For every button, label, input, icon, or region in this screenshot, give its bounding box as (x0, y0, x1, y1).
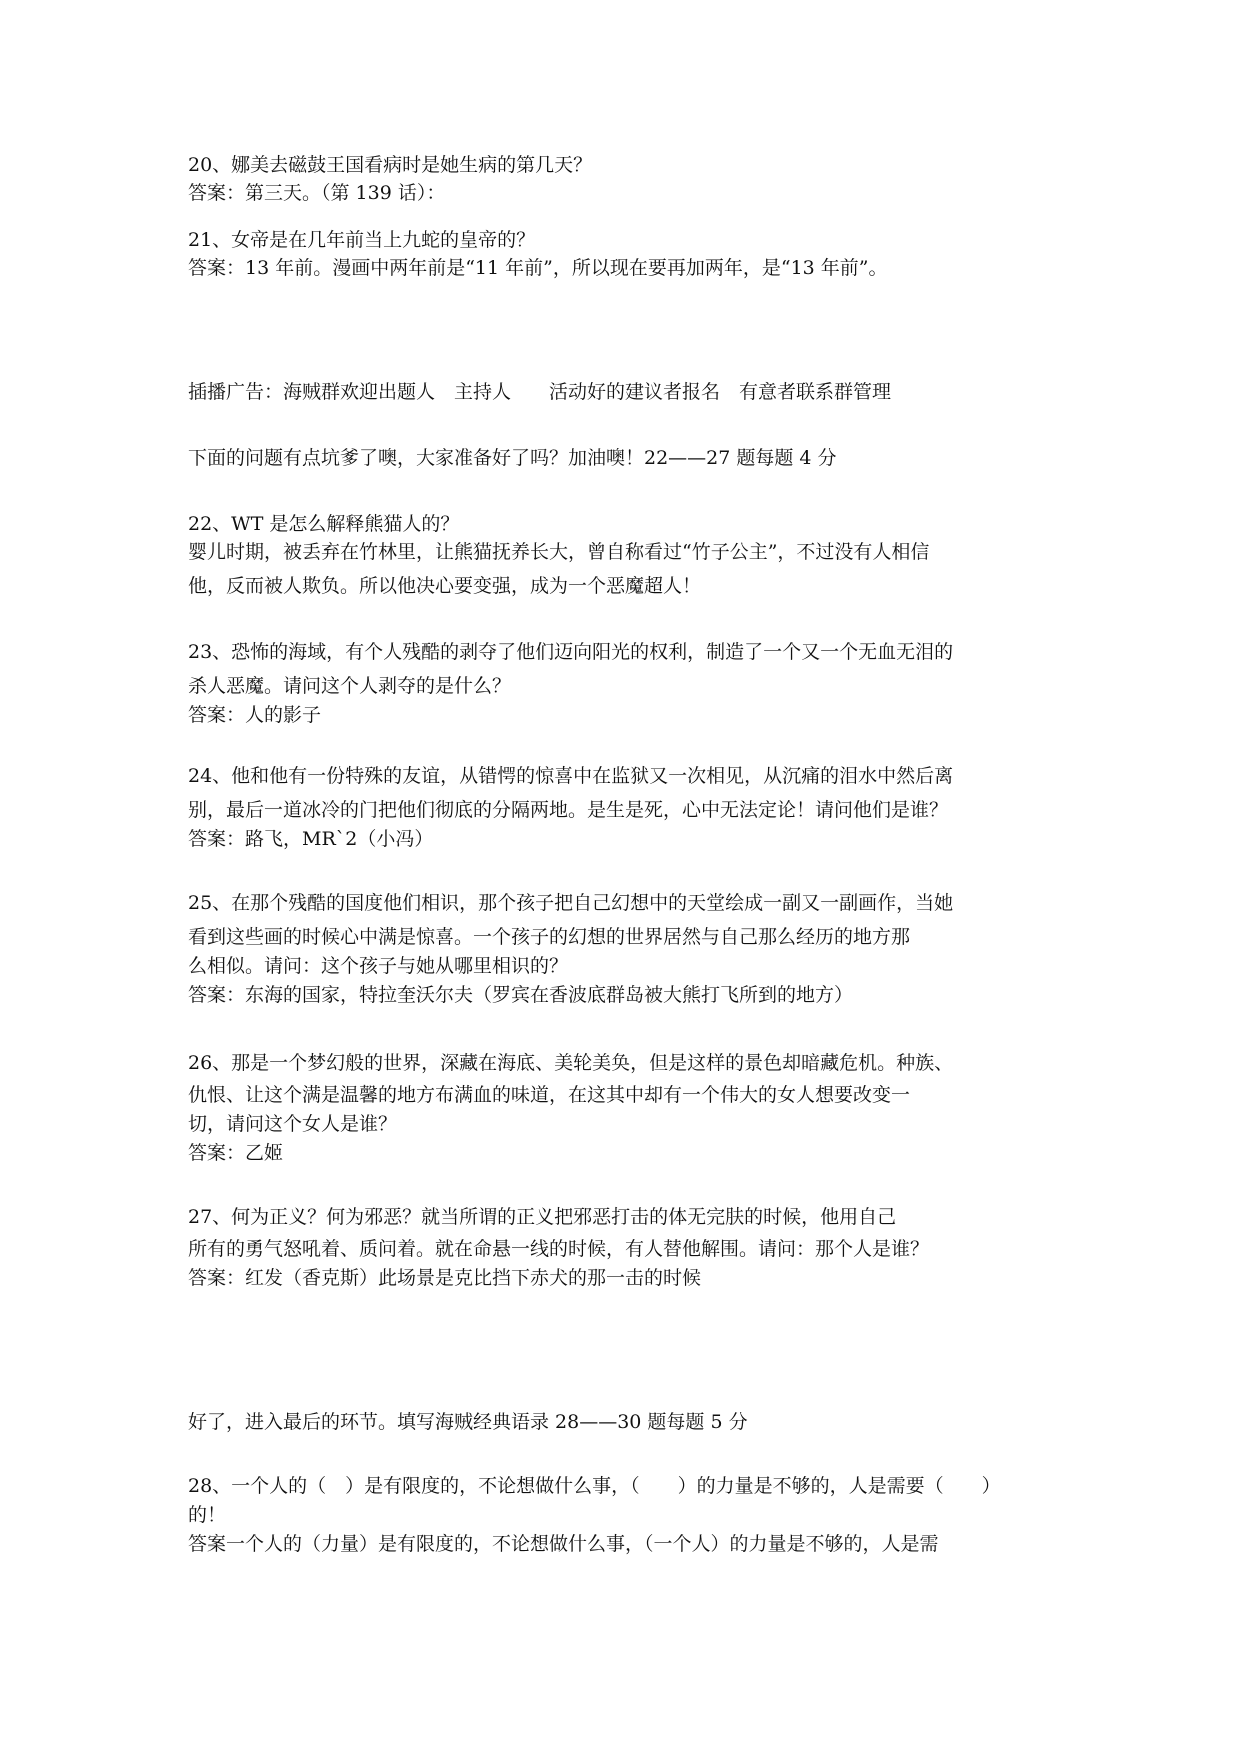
answer-20: 答案：第三天。（第 139 话）： (188, 182, 446, 204)
question-23-line-1: 23、恐怖的海域，有个人残酷的剥夺了他们迈向阳光的权利，制造了一个又一个无血无泪的 (188, 641, 954, 663)
question-22: 22、WT 是怎么解释熊猫人的？ (188, 513, 460, 535)
answer-23: 答案：人的影子 (188, 704, 322, 726)
question-24-line-1: 24、他和他有一份特殊的友谊，从错愕的惊喜中在监狱又一次相见，从沉痛的泪水中然后离 (188, 765, 954, 787)
answer-22-line-2: 他，反而被人欺负。所以他决心要变强，成为一个恶魔超人！ (188, 575, 702, 597)
question-27-line-1: 27、何为正义？何为邪恶？就当所谓的正义把邪恶打击的体无完肤的时候，他用自己 (188, 1206, 897, 1228)
answer-24: 答案：路飞，MR`2（小冯） (188, 828, 434, 850)
ad-insert: 插播广告：海贼群欢迎出题人 主持人 活动好的建议者报名 有意者联系群管理 (188, 381, 892, 403)
section-intro-28-30: 好了，进入最后的环节。填写海贼经典语录 28——30 题每题 5 分 (188, 1411, 748, 1433)
question-21: 21、女帝是在几年前当上九蛇的皇帝的？ (188, 229, 536, 251)
question-25-line-2: 看到这些画的时候心中满是惊喜。一个孩子的幻想的世界居然与自己那么经历的地方那 (188, 926, 911, 948)
answer-28: 答案一个人的（力量）是有限度的，不论想做什么事，（一个人）的力量是不够的，人是需 (188, 1533, 939, 1555)
question-27-line-2: 所有的勇气怒吼着、质问着。就在命悬一线的时候，有人替他解围。请问：那个人是谁？ (188, 1238, 930, 1260)
answer-21: 答案：13 年前。漫画中两年前是“11 年前”，所以现在要再加两年，是“13 年前”。 (188, 257, 888, 279)
answer-22-line-1: 婴儿时期，被丢弃在竹林里，让熊猫抚养长大，曾自称看过“竹子公主”，不过没有人相信 (188, 541, 930, 563)
question-28-line-2: 的！ (188, 1504, 227, 1526)
question-24-line-2: 别，最后一道冰冷的门把他们彻底的分隔两地。是生是死，心中无法定论！请问他们是谁？ (188, 799, 949, 821)
question-26-line-3: 切，请问这个女人是谁？ (188, 1113, 398, 1135)
question-25-line-3: 么相似。请问：这个孩子与她从哪里相识的？ (188, 955, 569, 977)
question-26-line-2: 仇恨、让这个满是温馨的地方布满血的味道，在这其中却有一个伟大的女人想要改变一 (188, 1084, 911, 1106)
section-intro-22-27: 下面的问题有点坑爹了噢，大家准备好了吗？加油噢！22——27 题每题 4 分 (188, 447, 837, 469)
question-28-line-1: 28、一个人的（ ）是有限度的，不论想做什么事，（ ）的力量是不够的，人是需要（ ） (188, 1475, 1001, 1497)
question-20: 20、娜美去磁鼓王国看病时是她生病的第几天？ (188, 154, 593, 176)
answer-25: 答案：东海的国家，特拉奎沃尔夫（罗宾在香波底群岛被大熊打飞所到的地方） (188, 984, 854, 1006)
question-23-line-2: 杀人恶魔。请问这个人剥夺的是什么？ (188, 675, 512, 697)
question-25-line-1: 25、在那个残酷的国度他们相识，那个孩子把自己幻想中的天堂绘成一副又一副画作，当她 (188, 892, 954, 914)
answer-27: 答案：红发（香克斯）此场景是克比挡下赤犬的那一击的时候 (188, 1267, 702, 1289)
answer-26: 答案：乙姬 (188, 1142, 284, 1164)
question-26-line-1: 26、那是一个梦幻般的世界，深藏在海底、美轮美奂，但是这样的景色却暗藏危机。种族、 (188, 1052, 954, 1074)
